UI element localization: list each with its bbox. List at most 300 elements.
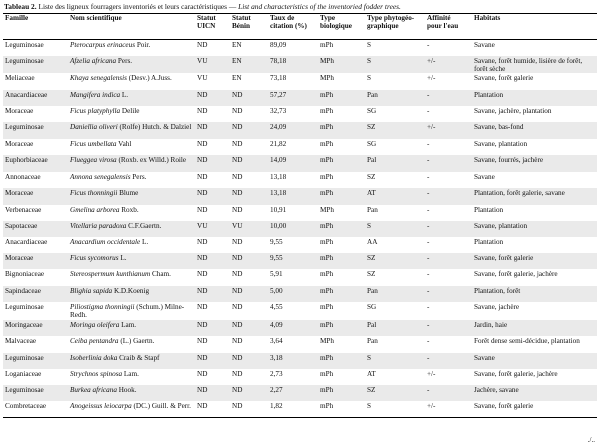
species-author: L. bbox=[140, 238, 149, 247]
cell-benin: ND bbox=[232, 206, 243, 215]
cell-type-phyto: SZ bbox=[367, 123, 376, 132]
cell-nom-scientifique bbox=[68, 336, 195, 353]
cell-famille: Bignoniaceae bbox=[5, 270, 45, 279]
cell-famille: Annonaceae bbox=[5, 173, 41, 182]
table-row bbox=[3, 302, 597, 320]
species-name: Moringa oleifera bbox=[70, 320, 120, 329]
cell-famille: Leguminosae bbox=[5, 123, 44, 132]
cell-affinite: +/- bbox=[425, 401, 472, 418]
cell-type-phyto: S bbox=[367, 353, 371, 362]
cell-uicn: ND bbox=[197, 320, 208, 329]
cell-type-phyto: SZ bbox=[367, 254, 376, 263]
continuation-mark: ./.. bbox=[587, 436, 595, 444]
cell-nom-scientifique bbox=[68, 237, 195, 253]
species-author: Hook. bbox=[116, 385, 137, 394]
cell-affinite: +/- bbox=[427, 369, 436, 378]
cell-type-phyto: S bbox=[367, 41, 371, 49]
cell-nom-scientifique bbox=[68, 320, 195, 336]
table-row bbox=[3, 40, 597, 56]
column-header-line1: Type bbox=[320, 14, 336, 22]
species-name: Afzelia africana bbox=[70, 56, 117, 65]
cell-habitats: Forêt dense semi-décidue, plantation bbox=[474, 336, 580, 345]
cell-habitats: Savane, forêt galerie bbox=[474, 74, 534, 83]
cell-affinite: - bbox=[427, 270, 430, 279]
cell-affinite: - bbox=[427, 353, 430, 362]
cell-affinite: +/- bbox=[427, 74, 436, 83]
cell-habitats: Jardin, haie bbox=[474, 320, 508, 329]
table-header-row bbox=[3, 14, 597, 40]
cell-uicn: ND bbox=[197, 107, 208, 116]
cell-habitats: Savane, forêt galerie bbox=[474, 254, 534, 263]
cell-affinite: - bbox=[427, 91, 430, 100]
column-header-taux bbox=[268, 14, 318, 40]
cell-habitats: Savane, jachère, plantation bbox=[474, 107, 552, 116]
cell-nom-scientifique bbox=[68, 221, 195, 237]
species-name: Daniellia oliveri bbox=[70, 123, 118, 132]
cell-uicn: ND bbox=[197, 270, 208, 279]
table-row bbox=[3, 269, 597, 286]
cell-nom-scientifique bbox=[68, 188, 195, 205]
species-author: Vahl bbox=[116, 140, 132, 149]
column-header-type_phyto bbox=[365, 14, 425, 40]
cell-affinite: - bbox=[427, 238, 430, 247]
cell-benin: EN bbox=[232, 56, 242, 65]
cell-taux: 2,73 bbox=[270, 369, 283, 378]
table-row bbox=[3, 369, 597, 385]
cell-nom-scientifique bbox=[68, 155, 195, 172]
species-author: (DC.) Guill. & Perr. bbox=[131, 401, 191, 410]
cell-type-bio: mPh bbox=[320, 320, 334, 329]
cell-nom-scientifique bbox=[68, 139, 195, 155]
table-row bbox=[3, 139, 597, 155]
cell-taux: 14,09 bbox=[270, 156, 287, 165]
cell-nom-scientifique bbox=[68, 56, 195, 74]
species-name: Gmelina arborea bbox=[70, 206, 120, 215]
cell-benin: EN bbox=[232, 74, 242, 83]
column-header-line1: Statut bbox=[232, 14, 251, 22]
cell-affinite: - bbox=[427, 206, 430, 215]
caption-label: Tableau 2. bbox=[4, 2, 37, 11]
cell-type-bio: MPh bbox=[320, 336, 334, 345]
cell-affinite: - bbox=[427, 303, 430, 312]
species-name: Ficus sycomorus bbox=[70, 254, 119, 263]
cell-type-phyto: Pal bbox=[367, 320, 377, 329]
table-row bbox=[3, 56, 597, 74]
table-row bbox=[3, 401, 597, 418]
cell-uicn: ND bbox=[197, 189, 208, 198]
cell-taux: 57,27 bbox=[270, 91, 287, 100]
species-author: Roxb. bbox=[119, 206, 139, 215]
cell-type-phyto: S bbox=[365, 401, 425, 418]
cell-type-phyto: Pan bbox=[367, 206, 378, 215]
cell-habitats: Savane, plantation bbox=[474, 222, 528, 231]
cell-taux: 1,82 bbox=[268, 401, 318, 418]
cell-taux: 5,91 bbox=[270, 270, 283, 279]
cell-benin: ND bbox=[232, 91, 243, 100]
cell-type-bio: mPh bbox=[320, 140, 334, 149]
cell-taux: 13,18 bbox=[270, 189, 287, 198]
table-row bbox=[3, 353, 597, 369]
cell-nom-scientifique bbox=[68, 369, 195, 385]
cell-affinite: +/- bbox=[427, 123, 436, 132]
species-author: Pers. bbox=[116, 56, 133, 65]
table-row bbox=[3, 320, 597, 336]
cell-habitats: Savane, jachère bbox=[474, 303, 520, 312]
cell-type-phyto: Pal bbox=[367, 156, 377, 165]
cell-type-bio: MPh bbox=[320, 206, 334, 215]
cell-habitats: Savane, plantation bbox=[474, 140, 528, 149]
cell-type-bio: mPh bbox=[320, 107, 334, 116]
species-author: Pers. bbox=[130, 173, 147, 182]
cell-affinite: +/- bbox=[427, 56, 436, 65]
column-header-line1: Taux de bbox=[270, 14, 295, 22]
cell-type-phyto: S bbox=[367, 222, 371, 231]
cell-taux: 13,18 bbox=[270, 173, 287, 182]
cell-habitats: Plantation bbox=[474, 206, 504, 215]
cell-benin: ND bbox=[232, 353, 243, 362]
cell-uicn: ND bbox=[197, 206, 208, 215]
cell-type-bio: mPh bbox=[320, 222, 334, 231]
species-author: Delile bbox=[120, 107, 140, 116]
cell-type-phyto: Pan bbox=[367, 91, 378, 100]
cell-benin: ND bbox=[232, 107, 243, 116]
cell-benin: ND bbox=[232, 270, 243, 279]
cell-nom-scientifique bbox=[68, 40, 195, 56]
cell-type-bio: mPh bbox=[320, 189, 334, 198]
species-author: Craib & Stapf bbox=[117, 353, 160, 362]
cell-affinite: - bbox=[427, 41, 430, 49]
cell-benin: ND bbox=[232, 173, 243, 182]
table-row bbox=[3, 106, 597, 122]
cell-type-bio: mPh bbox=[320, 254, 334, 263]
cell-habitats: Savane bbox=[474, 41, 495, 49]
cell-famille: Leguminosae bbox=[5, 353, 44, 362]
column-header-line1: Type phytogéo- bbox=[367, 14, 415, 22]
species-author: L. bbox=[120, 91, 129, 100]
species-name: Ficus umbellata bbox=[70, 140, 117, 149]
cell-habitats: Savane, bas-fond bbox=[474, 123, 524, 132]
cell-type-bio: mPh bbox=[318, 401, 365, 418]
cell-affinite: - bbox=[427, 173, 430, 182]
cell-uicn: ND bbox=[195, 401, 230, 418]
species-name: Anogeissus leiocarpa bbox=[70, 401, 132, 410]
cell-type-phyto: AT bbox=[367, 369, 376, 378]
cell-famille: Leguminosae bbox=[5, 385, 44, 394]
cell-habitats: Savane, forêt humide, lisière de forêt, forêt sèche bbox=[474, 56, 583, 73]
table-row bbox=[3, 286, 597, 302]
cell-uicn: ND bbox=[197, 369, 208, 378]
cell-uicn: ND bbox=[197, 123, 208, 132]
cell-habitats: Savane, forêt galerie bbox=[472, 401, 597, 418]
species-author: C.F.Gaertn. bbox=[126, 222, 162, 231]
cell-affinite: - bbox=[427, 140, 430, 149]
species-name: Burkea africana bbox=[70, 385, 117, 394]
cell-famille: Sapindaceae bbox=[5, 287, 41, 296]
cell-habitats: Savane, fourrés, jachère bbox=[474, 156, 544, 165]
cell-nom-scientifique bbox=[68, 302, 195, 320]
cell-uicn: ND bbox=[197, 287, 208, 296]
species-author: (Rolfe) Hutch. & Dalziel bbox=[117, 123, 192, 132]
cell-nom-scientifique bbox=[68, 353, 195, 369]
column-header-line2: biologique bbox=[320, 22, 352, 31]
table-row bbox=[3, 205, 597, 221]
cell-famille: Moraceae bbox=[5, 254, 34, 263]
cell-type-bio: mPh bbox=[320, 173, 334, 182]
cell-nom-scientifique bbox=[68, 253, 195, 269]
cell-type-bio: mPh bbox=[320, 156, 334, 165]
cell-famille: Moraceae bbox=[5, 189, 34, 198]
cell-taux: 2,27 bbox=[270, 385, 283, 394]
column-header-line2: citation (%) bbox=[270, 22, 307, 31]
cell-benin: ND bbox=[232, 238, 243, 247]
table-caption bbox=[4, 2, 596, 11]
cell-taux: 9,55 bbox=[270, 238, 283, 247]
cell-benin: ND bbox=[232, 287, 243, 296]
cell-taux: 24,09 bbox=[270, 123, 287, 132]
cell-type-bio: mPh bbox=[320, 238, 334, 247]
cell-nom-scientifique bbox=[68, 385, 195, 401]
cell-taux: 5,00 bbox=[270, 287, 283, 296]
cell-taux: 73,18 bbox=[270, 74, 287, 83]
cell-affinite: - bbox=[427, 287, 430, 296]
cell-famille: Leguminosae bbox=[5, 303, 44, 312]
species-name: Pterocarpus erinaceus bbox=[70, 41, 136, 49]
cell-nom-scientifique bbox=[68, 401, 195, 418]
cell-taux: 10,00 bbox=[270, 222, 287, 231]
species-name: Strychnos spinosa bbox=[70, 369, 123, 378]
column-header-line1: Nom scientifique bbox=[70, 14, 122, 22]
cell-uicn: ND bbox=[197, 173, 208, 182]
column-header-line1: Affinité bbox=[427, 14, 451, 22]
column-header-line1: Habitats bbox=[474, 14, 501, 22]
cell-uicn: ND bbox=[197, 254, 208, 263]
column-header-type_bio bbox=[318, 14, 365, 40]
cell-uicn: ND bbox=[197, 303, 208, 312]
cell-type-phyto: S bbox=[367, 56, 371, 65]
cell-habitats: Plantation, forêt galerie, savane bbox=[474, 189, 565, 198]
cell-famille: Moraceae bbox=[5, 107, 34, 116]
cell-type-bio: MPh bbox=[320, 56, 334, 65]
cell-benin: ND bbox=[232, 385, 243, 394]
cell-type-phyto: AT bbox=[367, 189, 376, 198]
cell-famille: Loganiaceae bbox=[5, 369, 42, 378]
table-row bbox=[3, 90, 597, 106]
cell-habitats: Savane, forêt galerie, jachère bbox=[474, 369, 558, 378]
species-name: Flueggea virosa bbox=[70, 156, 117, 165]
cell-famille: Combretaceae bbox=[3, 401, 68, 418]
cell-affinite: - bbox=[427, 222, 430, 231]
table-body bbox=[3, 40, 597, 418]
cell-benin: ND bbox=[232, 254, 243, 263]
cell-habitats: Plantation bbox=[474, 238, 504, 247]
cell-habitats: Savane bbox=[474, 173, 495, 182]
species-name: Stereospermum kunthianum bbox=[70, 270, 151, 279]
cell-benin: ND bbox=[232, 336, 243, 345]
cell-type-phyto: Pan bbox=[367, 287, 378, 296]
column-header-uicn bbox=[195, 14, 230, 40]
cell-benin: ND bbox=[232, 140, 243, 149]
species-author: K.D.Koenig bbox=[112, 287, 150, 296]
cell-benin: ND bbox=[232, 369, 243, 378]
cell-type-phyto: SZ bbox=[367, 270, 376, 279]
species-author: Blume bbox=[117, 189, 139, 198]
cell-affinite: - bbox=[427, 189, 430, 198]
cell-habitats: Plantation bbox=[474, 91, 504, 100]
cell-affinite: - bbox=[427, 254, 430, 263]
cell-nom-scientifique bbox=[68, 172, 195, 188]
cell-type-phyto: S bbox=[367, 74, 371, 83]
table-row bbox=[3, 172, 597, 188]
species-author: L. bbox=[118, 254, 127, 263]
cell-famille: Malvaceae bbox=[5, 336, 37, 345]
cell-uicn: ND bbox=[197, 41, 208, 49]
cell-type-bio: mPh bbox=[320, 369, 334, 378]
table-row bbox=[3, 188, 597, 205]
cell-affinite: - bbox=[427, 156, 430, 165]
cell-type-phyto: SG bbox=[367, 107, 377, 116]
cell-taux: 21,82 bbox=[270, 140, 287, 149]
cell-uicn: ND bbox=[197, 156, 208, 165]
cell-nom-scientifique bbox=[68, 205, 195, 221]
species-name: Ficus platyphylla bbox=[70, 107, 121, 116]
cell-benin: ND bbox=[230, 401, 268, 418]
species-author: Lam. bbox=[119, 320, 137, 329]
cell-taux: 89,09 bbox=[270, 41, 287, 49]
species-name: Piliostigma thonningii bbox=[70, 303, 135, 312]
cell-famille: Leguminosae bbox=[5, 41, 44, 49]
cell-type-phyto: AA bbox=[367, 238, 378, 247]
cell-famille: Euphorbiaceae bbox=[5, 156, 48, 165]
table-row bbox=[3, 336, 597, 353]
column-header-line2: UICN bbox=[197, 22, 216, 31]
cell-nom-scientifique bbox=[68, 73, 195, 90]
table-row bbox=[3, 122, 597, 139]
column-header-line2: Bénin bbox=[232, 22, 250, 31]
cell-benin: ND bbox=[232, 123, 243, 132]
cell-habitats: Plantation, forêt bbox=[474, 287, 521, 296]
column-header-benin bbox=[230, 14, 268, 40]
column-header-famille bbox=[3, 14, 68, 40]
column-header-line1: Famille bbox=[5, 14, 29, 22]
cell-type-phyto: SZ bbox=[367, 385, 376, 394]
cell-taux: 10,91 bbox=[270, 206, 287, 215]
cell-nom-scientifique bbox=[68, 106, 195, 122]
species-name: Isoberlinia doka bbox=[70, 353, 118, 362]
cell-type-bio: mPh bbox=[320, 385, 334, 394]
species-author: Lam. bbox=[122, 369, 139, 378]
species-author: (L.) Gaertn. bbox=[118, 336, 155, 345]
table-row bbox=[3, 385, 597, 401]
cell-benin: ND bbox=[232, 320, 243, 329]
cell-taux: 78,18 bbox=[270, 56, 287, 65]
cell-affinite: - bbox=[427, 336, 430, 345]
cell-type-bio: mPh bbox=[320, 303, 334, 312]
species-author: (Desv.) A.Juss. bbox=[126, 74, 172, 83]
cell-habitats: Savane bbox=[474, 353, 495, 362]
cell-affinite: - bbox=[427, 107, 430, 116]
cell-uicn: ND bbox=[197, 140, 208, 149]
cell-nom-scientifique bbox=[68, 90, 195, 106]
cell-uicn: ND bbox=[197, 91, 208, 100]
cell-affinite: - bbox=[427, 385, 430, 394]
column-header-affinite bbox=[425, 14, 472, 40]
cell-uicn: VU bbox=[197, 74, 208, 83]
species-author: (Schum.) Milne-Redh. bbox=[70, 303, 185, 320]
cell-type-bio: mPh bbox=[320, 287, 334, 296]
cell-famille: Anacardiaceae bbox=[5, 91, 48, 100]
cell-habitats: Jachère, savane bbox=[474, 385, 519, 394]
cell-type-bio: mPh bbox=[320, 353, 334, 362]
species-name: Mangifera indica bbox=[70, 91, 121, 100]
table-row bbox=[3, 237, 597, 253]
species-name: Vitellaria paradoxa bbox=[70, 222, 127, 231]
cell-taux: 3,18 bbox=[270, 353, 283, 362]
cell-uicn: ND bbox=[197, 385, 208, 394]
table-row bbox=[3, 221, 597, 237]
cell-taux: 32,73 bbox=[270, 107, 287, 116]
species-name: Ficus thonningii bbox=[70, 189, 118, 198]
table-row bbox=[3, 155, 597, 172]
cell-uicn: ND bbox=[197, 238, 208, 247]
cell-famille: Leguminosae bbox=[5, 56, 44, 65]
cell-habitats: Savane, forêt galerie, jachère bbox=[474, 270, 558, 279]
caption-text-fr: Liste des ligneux fourragers inventoriés et leurs caractéristiques — bbox=[36, 2, 239, 11]
cell-nom-scientifique bbox=[68, 286, 195, 302]
table-row bbox=[3, 73, 597, 90]
cell-type-bio: mPh bbox=[320, 270, 334, 279]
cell-benin: ND bbox=[232, 189, 243, 198]
cell-taux: 4,09 bbox=[270, 320, 283, 329]
cell-type-phyto: SG bbox=[367, 303, 377, 312]
cell-benin: ND bbox=[232, 303, 243, 312]
species-name: Khaya senegalensis bbox=[70, 74, 127, 83]
column-header-line1: Statut bbox=[197, 14, 216, 22]
species-name: Ceiba pentandra bbox=[70, 336, 119, 345]
cell-nom-scientifique bbox=[68, 269, 195, 286]
cell-famille: Verbenaceae bbox=[5, 206, 42, 215]
cell-type-bio: mPh bbox=[320, 41, 334, 49]
cell-type-bio: MPh bbox=[320, 74, 334, 83]
caption-text-en: List and characteristics of the inventoried fodder trees. bbox=[238, 2, 401, 11]
cell-famille: Moringaceae bbox=[5, 320, 43, 329]
cell-uicn: VU bbox=[197, 56, 208, 65]
cell-famille: Moraceae bbox=[5, 140, 34, 149]
cell-taux: 3,64 bbox=[270, 336, 283, 345]
cell-uicn: ND bbox=[197, 336, 208, 345]
table-row bbox=[3, 253, 597, 269]
cell-benin: EN bbox=[232, 41, 242, 49]
species-author: Poir. bbox=[135, 41, 151, 49]
cell-type-phyto: SZ bbox=[367, 173, 376, 182]
species-name: Blighia sapida bbox=[70, 287, 113, 296]
fodder-trees-table bbox=[3, 13, 597, 418]
species-name: Annona senegalensis bbox=[70, 173, 131, 182]
species-author: Cham. bbox=[150, 270, 171, 279]
species-name: Anacardium occidentale bbox=[70, 238, 141, 247]
cell-type-bio: mPh bbox=[320, 123, 334, 132]
cell-type-phyto: SG bbox=[367, 140, 377, 149]
cell-benin: VU bbox=[232, 222, 243, 231]
cell-famille: Meliaceae bbox=[5, 74, 35, 83]
cell-type-bio: mPh bbox=[320, 91, 334, 100]
column-header-nom bbox=[68, 14, 195, 40]
cell-type-phyto: Pan bbox=[367, 336, 378, 345]
cell-nom-scientifique bbox=[68, 122, 195, 139]
column-header-habitats bbox=[472, 14, 597, 40]
cell-uicn: VU bbox=[197, 222, 208, 231]
cell-taux: 4,55 bbox=[270, 303, 283, 312]
cell-famille: Sapotaceae bbox=[5, 222, 38, 231]
